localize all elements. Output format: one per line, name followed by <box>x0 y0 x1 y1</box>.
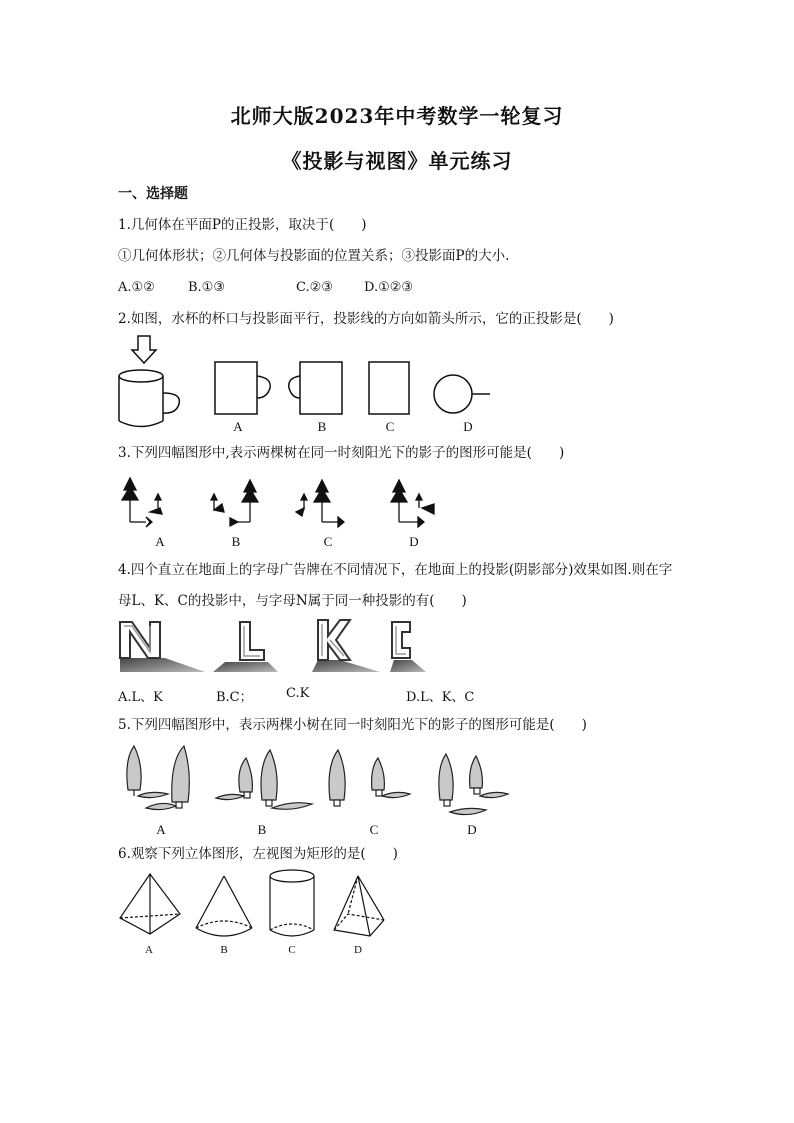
q5-label-c: C <box>369 822 379 837</box>
q1-conditions: ①几何体形状；②几何体与投影面的位置关系；③投影面P的大小. <box>118 248 510 264</box>
q2-label-d: D <box>463 419 473 434</box>
q6-label-c: C <box>288 944 296 956</box>
q6-option-b-cone <box>196 876 252 936</box>
q5-label-b: B <box>257 822 267 837</box>
q3-label-d: D <box>409 534 419 549</box>
q1-option-c: C.②③ <box>296 280 333 295</box>
q4-stem-line1: 4.四个直立在地面上的字母广告牌在不同情况下，在地面上的投影(阴影部分)效果如图.则在字 <box>118 562 673 578</box>
q6-label-a: A <box>145 944 153 956</box>
q3-label-b: B <box>231 534 241 549</box>
q6-option-d-pyramid <box>334 876 384 936</box>
q6-stem: 6.观察下列立体图形，左视图为矩形的是( ) <box>118 846 398 862</box>
q5-label-a: A <box>156 822 166 837</box>
q6-label-b: B <box>220 944 228 956</box>
q4-stem-line2: 母L、K、C的投影中，与字母N属于同一种投影的有( ) <box>118 593 467 609</box>
q2-stem: 2.如图，水杯的杯口与投影面平行，投影线的方向如箭头所示，它的正投影是( ) <box>118 311 614 327</box>
document-title: 北师大版2023年中考数学一轮复习 <box>230 104 564 128</box>
q2-label-b: B <box>317 419 327 434</box>
q2-label-c: C <box>385 419 395 434</box>
q4-option-a: A.L、K <box>118 690 163 705</box>
q3-label-c: C <box>323 534 333 549</box>
q1-option-d: D.①②③ <box>364 280 414 295</box>
q1-option-a: A.①② <box>118 280 155 295</box>
q1-option-b: B.①③ <box>188 280 225 295</box>
q3-stem: 3.下列四幅图形中,表示两棵树在同一时刻阳光下的影子的图形可能是( ) <box>118 445 565 461</box>
section-heading: 一、选择题 <box>118 186 188 202</box>
document-subtitle: 《投影与视图》单元练习 <box>281 149 513 173</box>
q6-label-d: D <box>354 944 362 956</box>
q5-stem: 5.下列四幅图形中，表示两棵小树在同一时刻阳光下的影子的图形可能是( ) <box>118 717 587 733</box>
q1-stem: 1.几何体在平面P的正投影，取决于( ) <box>118 217 367 233</box>
q3-label-a: A <box>155 534 165 549</box>
q4-option-c: C.K <box>286 686 310 701</box>
q4-option-b: B.C； <box>216 690 253 705</box>
q6-option-a-tetrahedron <box>120 874 180 934</box>
q4-option-d: D.L、K、C <box>406 690 475 705</box>
q2-label-a: A <box>233 419 243 434</box>
q5-label-d: D <box>467 822 477 837</box>
q6-option-c-cylinder <box>270 870 314 936</box>
